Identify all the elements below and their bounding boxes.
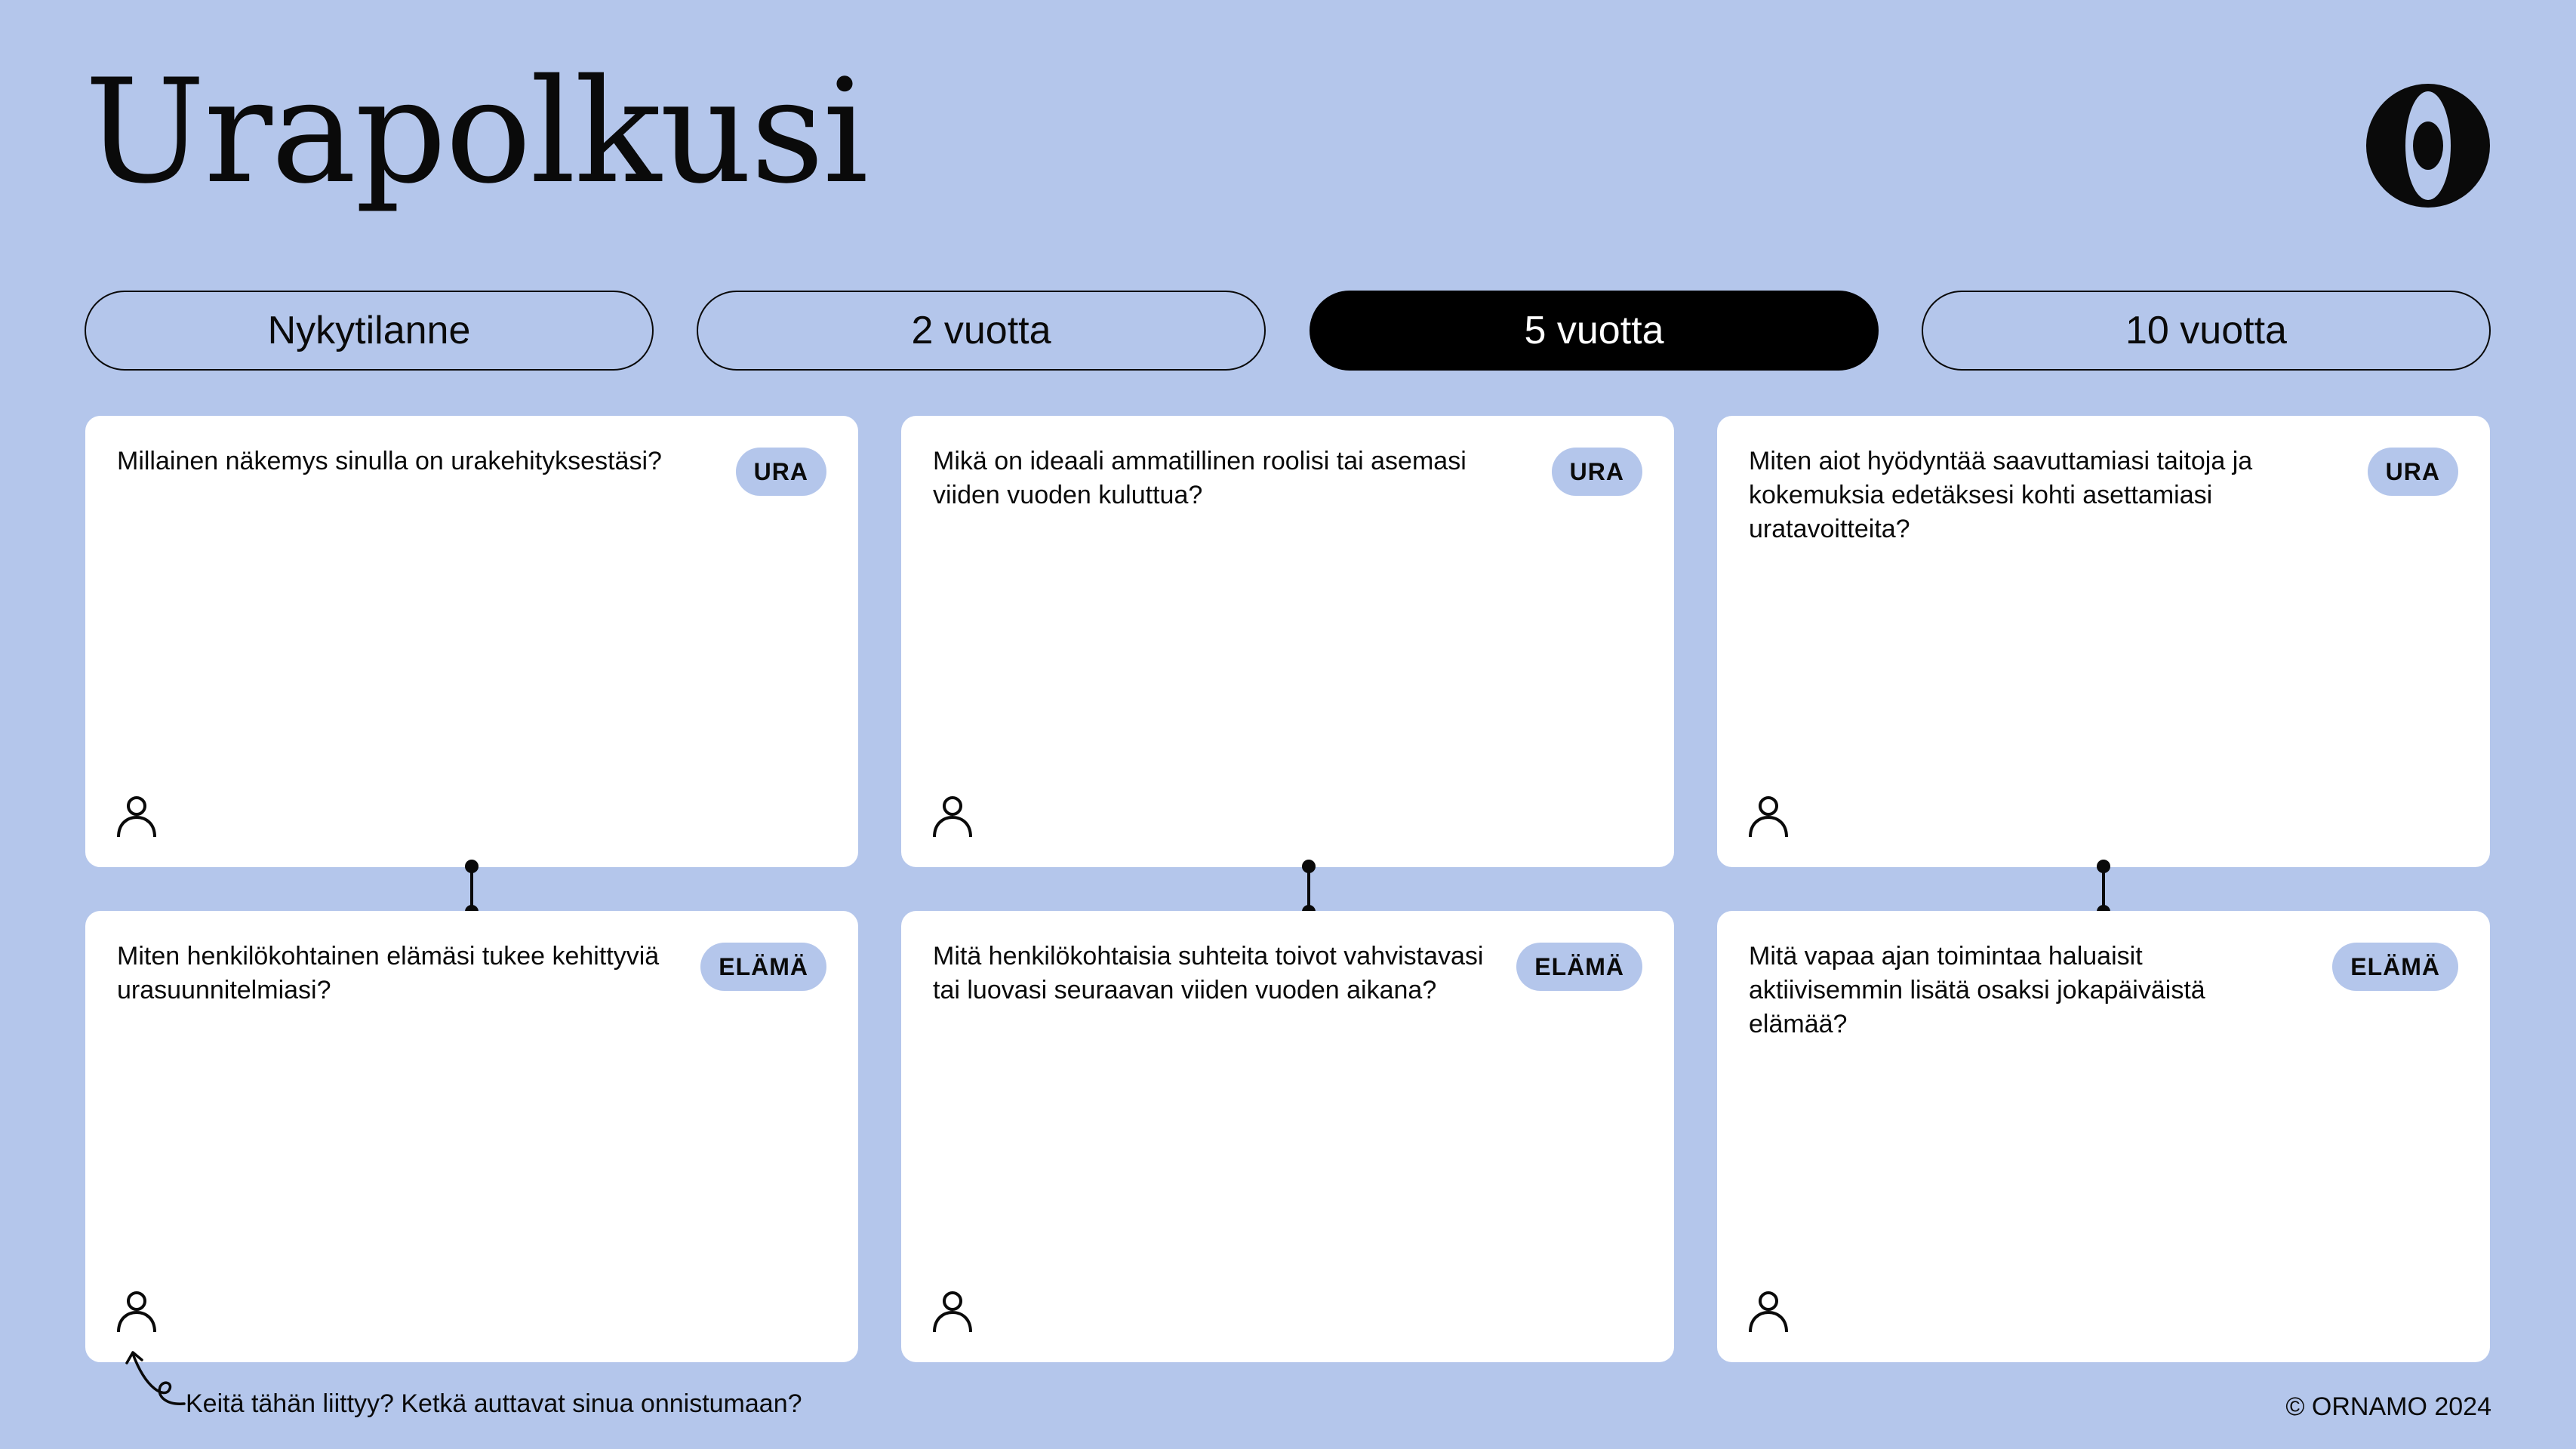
card-life-1[interactable] [85,911,858,1362]
card-life-2[interactable] [901,911,1674,1362]
copyright: © ORNAMO 2024 [2285,1392,2491,1421]
card-question: Mikä on ideaali ammatillinen roolisi tai asemasi viiden vuoden kuluttua? [933,447,1467,509]
person-icon [114,793,159,838]
ornamo-logo-icon [2365,83,2491,208]
card-question: Miten henkilökohtainen elämäsi tukee kehittyviä urasuunnitelmiasi? [117,942,660,1004]
footnote: Keitä tähän liittyy? Ketkä auttavat sinua onnistumaan? [186,1389,802,1418]
tab-2-vuotta[interactable]: 2 vuotta [697,291,1266,371]
page-title: Urapolkusi [85,48,867,215]
card-question: Millainen näkemys sinulla on urakehityksestäsi? [117,447,662,475]
card-question: Mitä henkilökohtaisia suhteita toivot vahvistavasi tai luovasi seuraavan viiden vuoden aikana? [933,942,1484,1004]
card-life-3[interactable] [1717,911,2490,1362]
person-icon [114,1288,159,1334]
tab-10-vuotta[interactable]: 10 vuotta [1922,291,2491,371]
timeline-tabs [85,291,2491,374]
card-career-1[interactable] [85,416,858,867]
card-career-2[interactable] [901,416,1674,867]
connector-icon [1300,859,1318,919]
person-icon [1746,793,1791,838]
card-career-3[interactable] [1717,416,2490,867]
connector-icon [2094,859,2113,919]
card-question: Miten aiot hyödyntää saavuttamiasi taitoja ja kokemuksia edetäksesi kohti asettamiasi uratavoitteita? [1749,447,2253,543]
category-badge: URA [1552,448,1642,496]
category-badge: URA [2368,448,2458,496]
category-badge: URA [736,448,826,496]
category-badge: ELÄMÄ [700,943,826,991]
connector-icon [463,859,481,919]
tab-5-vuotta[interactable]: 5 vuotta [1310,291,1879,371]
category-badge: ELÄMÄ [1516,943,1642,991]
category-badge: ELÄMÄ [2332,943,2458,991]
curly-arrow-icon [121,1343,189,1411]
card-question: Mitä vapaa ajan toimintaa haluaisit aktiivisemmin lisätä osaksi jokapäiväistä elämää? [1749,942,2205,1038]
person-icon [930,1288,975,1334]
person-icon [1746,1288,1791,1334]
tab-nykytilanne[interactable]: Nykytilanne [85,291,654,371]
person-icon [930,793,975,838]
